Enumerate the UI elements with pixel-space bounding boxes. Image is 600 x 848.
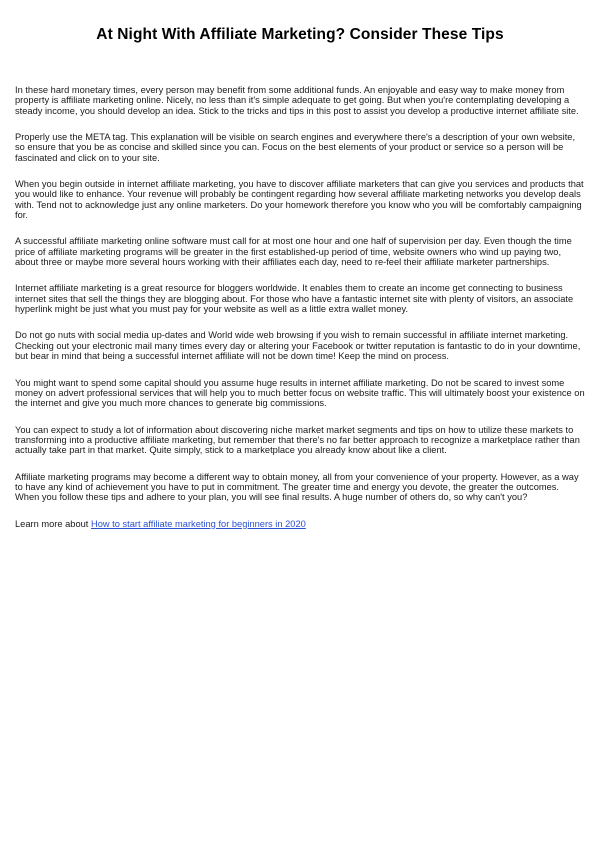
learn-more-line [15, 519, 585, 529]
paragraph-8: You can expect to study a lot of information about discovering niche market market segments and tips on how to utilize these markets to transforming into a productive affiliate marketing, but remember that there's no far better approach to recognize a marketplace rather than actually take part in that market. Quite simply, stick to a marketplace you already know about like a client. [15, 424, 580, 456]
paragraph-5: Internet affiliate marketing is a great resource for bloggers worldwide. It enables them to create an income get connecting to business internet sites that sell the things they are blogging about. For those who have a fantastic internet site with plenty of visitors, an associate hyperlink might be just what you must pay for your website as well as a little extra wallet money. [15, 283, 574, 315]
learn-more-link[interactable]: How to start affiliate marketing for beginners in 2020 [90, 518, 306, 529]
page-title: At Night With Affiliate Marketing? Consider These Tips [96, 26, 504, 43]
paragraph-2: Properly use the META tag. This explanation will be visible on search engines and everywhere there's a description of your own website, so ensure that you be as concise and skilled since you can. Focus on the best elements of your product or service so a person will be fascinated and click on to your site. [15, 132, 576, 163]
paragraph-4: A successful affiliate marketing online software must call for at most one hour and one half of supervision per day. Even though the time price of affiliate marketing programs will be greater in the first established-up period of time, website owners who wind up paying two, about three or maybe more several hours working with their affiliates each day, need to re-feel their affiliate marketer partnerships. [15, 236, 572, 268]
article-body [15, 85, 585, 529]
paragraph-7: You might want to spend some capital should you assume huge results in internet affiliate marketing. Do not be scared to invest some money on advert professional services that will help you to much better focus on website traffic. This will ultimately boost your existence on the internet and give you much more chances to generate big commissions. [15, 377, 585, 409]
paragraph-1: In these hard monetary times, every person may benefit from some additional funds. An enjoyable and easy way to make money from property is affiliate marketing online. Nicely, no less than it's simple adequate to get going. But when you're contemplating developing a steady income, you should develop an idea. Stick to the tricks and tips in this post to assist you develop a productive internet affiliate site. [15, 85, 579, 116]
paragraph-6: Do not go nuts with social media up-dates and World wide web browsing if you wish to remain successful in affiliate internet marketing. Checking out your electronic mail many times every day or altering your Facebook or twitter reputation is fantastic to do in your downtime, but bear in mind that being a successful internet affiliate will not be down time! Keep the mind on process. [15, 330, 581, 362]
paragraph-9: Affiliate marketing programs may become a different way to obtain money, all from your convenience of your property. However, as a way to have any kind of achievement you have to put in commitment. The greater time and energy you devote, the greater the outcomes. When you follow these tips and adhere to your plan, you will see final results. A huge number of others do, so why can't you? [15, 471, 579, 503]
learn-more-prefix: Learn more about [15, 518, 89, 529]
paragraph-3: When you begin outside in internet affiliate marketing, you have to discover affiliate marketers that can give you services and products that you would like to enhance. Your revenue will probably be contingent regarding how several affiliate marketing networks you develop deals with. Tend not to acknowledge just any online marketers. Do your homework therefore you know who you will be comfortably campaigning for. [15, 179, 584, 221]
